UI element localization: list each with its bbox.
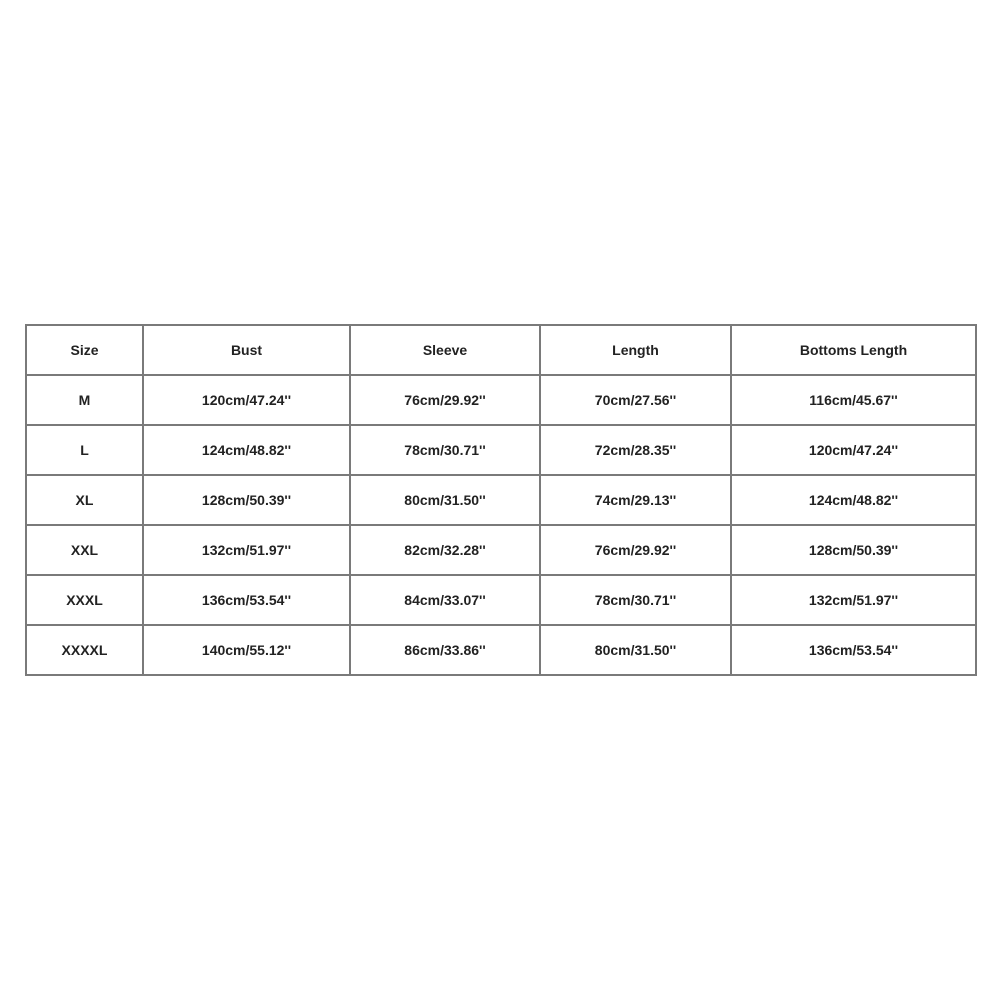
table-header-row bbox=[26, 325, 976, 375]
cell-bottoms-length: 136cm/53.54'' bbox=[731, 625, 976, 675]
header-sleeve: Sleeve bbox=[350, 325, 540, 375]
cell-length: 72cm/28.35'' bbox=[540, 425, 731, 475]
cell-sleeve: 82cm/32.28'' bbox=[350, 525, 540, 575]
table-row bbox=[26, 375, 976, 425]
cell-size: M bbox=[26, 375, 143, 425]
cell-size: XXL bbox=[26, 525, 143, 575]
cell-length: 76cm/29.92'' bbox=[540, 525, 731, 575]
cell-sleeve: 80cm/31.50'' bbox=[350, 475, 540, 525]
cell-bust: 136cm/53.54'' bbox=[143, 575, 350, 625]
cell-size: XL bbox=[26, 475, 143, 525]
cell-sleeve: 76cm/29.92'' bbox=[350, 375, 540, 425]
cell-sleeve: 84cm/33.07'' bbox=[350, 575, 540, 625]
cell-bottoms-length: 132cm/51.97'' bbox=[731, 575, 976, 625]
cell-bottoms-length: 116cm/45.67'' bbox=[731, 375, 976, 425]
table-row bbox=[26, 475, 976, 525]
cell-bust: 132cm/51.97'' bbox=[143, 525, 350, 575]
cell-length: 74cm/29.13'' bbox=[540, 475, 731, 525]
table-row bbox=[26, 625, 976, 675]
size-chart-table bbox=[25, 324, 977, 676]
table-row bbox=[26, 425, 976, 475]
cell-length: 78cm/30.71'' bbox=[540, 575, 731, 625]
table-row bbox=[26, 575, 976, 625]
cell-length: 80cm/31.50'' bbox=[540, 625, 731, 675]
cell-bust: 128cm/50.39'' bbox=[143, 475, 350, 525]
cell-size: XXXL bbox=[26, 575, 143, 625]
header-bust: Bust bbox=[143, 325, 350, 375]
cell-sleeve: 86cm/33.86'' bbox=[350, 625, 540, 675]
header-size: Size bbox=[26, 325, 143, 375]
cell-size: L bbox=[26, 425, 143, 475]
table-row bbox=[26, 525, 976, 575]
header-length: Length bbox=[540, 325, 731, 375]
cell-length: 70cm/27.56'' bbox=[540, 375, 731, 425]
header-bottoms-length: Bottoms Length bbox=[731, 325, 976, 375]
cell-bust: 124cm/48.82'' bbox=[143, 425, 350, 475]
cell-bottoms-length: 120cm/47.24'' bbox=[731, 425, 976, 475]
cell-bottoms-length: 124cm/48.82'' bbox=[731, 475, 976, 525]
cell-size: XXXXL bbox=[26, 625, 143, 675]
cell-bust: 120cm/47.24'' bbox=[143, 375, 350, 425]
cell-bust: 140cm/55.12'' bbox=[143, 625, 350, 675]
cell-sleeve: 78cm/30.71'' bbox=[350, 425, 540, 475]
cell-bottoms-length: 128cm/50.39'' bbox=[731, 525, 976, 575]
